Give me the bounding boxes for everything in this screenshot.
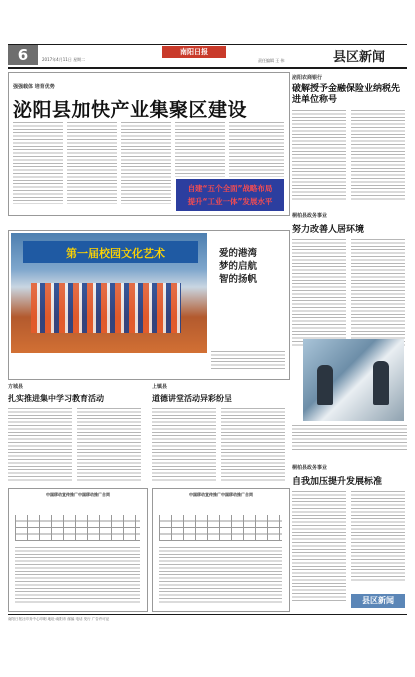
lead-text-col-5: [229, 122, 284, 177]
highlight-line-1: 自建“五个全面”战略布局: [187, 184, 273, 193]
section-title: 县区新闻: [333, 50, 386, 65]
side-1-text-a: [292, 110, 346, 200]
photo-caption-text: [211, 351, 285, 371]
lead-text-col-3: [121, 122, 171, 204]
lead-text-col-1: [13, 122, 63, 204]
masthead-logo: 南阳日报: [162, 46, 226, 58]
side-1-headline: 破解授予金融保险业纳税先进单位称号: [292, 84, 401, 105]
left-kicker: 方城县: [8, 384, 24, 390]
side-photo-caption: [292, 425, 407, 451]
side-2-headline: 努力改善人居环境: [292, 225, 365, 235]
side-article-1: [292, 74, 407, 194]
header-bottom-rule: [8, 67, 407, 69]
table-2-grid: [159, 515, 282, 541]
photo-figure-1: [317, 365, 333, 405]
banner-text: 第一届校园文化艺术: [66, 247, 165, 260]
side-3-kicker: 桐柏县政务事业: [292, 465, 328, 471]
side-2-text-b: [351, 239, 405, 347]
slogan-line-2: 梦的启航: [219, 261, 258, 272]
right-kicker: 上镇县: [152, 384, 168, 390]
lead-kicker: 强强载体 培育优势: [13, 84, 55, 90]
right-headline: 道德讲堂活动异彩纷呈: [152, 394, 232, 403]
side-3-text-b: [351, 491, 405, 583]
side-2-text-a: [292, 239, 346, 347]
right-text-b: [221, 408, 285, 483]
header-date: 2017年4月11日 星期二: [42, 57, 86, 62]
side-3-headline: 自我加压提升发展标准: [292, 477, 383, 487]
right-text-a: [152, 408, 216, 483]
right-article: [152, 383, 288, 478]
lead-text-col-4: [175, 122, 225, 177]
slogan-line-1: 爱的港湾: [219, 248, 258, 259]
footer-rule: [8, 614, 407, 615]
table-notice-1: [8, 488, 148, 612]
lead-headline: 泌阳县加快产业集聚区建设: [13, 99, 248, 121]
side-article-3: [292, 464, 407, 610]
table-2-title: 中国移动宣传推广中国移动推广合同: [189, 492, 253, 497]
lead-story: [8, 72, 290, 216]
footer-text: 南阳日报社印务中心印刷 地址:南阳市 邮编 电话 发行 广告许可证: [8, 617, 110, 621]
left-text-a: [8, 408, 72, 483]
highlight-line-2: 提升“工业一体”发展水平: [187, 197, 273, 206]
left-text-b: [77, 408, 141, 483]
editor-sign: 县区新闻: [351, 594, 405, 608]
side-2-kicker: 桐柏县政务事业: [292, 213, 328, 219]
lead-text-col-2: [67, 122, 117, 204]
side-3-text-a: [292, 491, 346, 603]
side-photo: [303, 339, 404, 421]
lead-highlight-box: [176, 179, 284, 211]
table-notice-2: [152, 488, 290, 612]
left-headline: 扎实推进集中学习教育活动: [8, 394, 104, 403]
photo-slogan: [219, 247, 257, 286]
editor-line: 责任编辑 王 伟: [258, 58, 285, 63]
slogan-line-3: 智的扬帆: [219, 274, 258, 285]
feature-photo: [11, 233, 207, 353]
table-1-notes: [15, 547, 140, 605]
table-2-notes: [159, 547, 282, 605]
photo-feature: [8, 230, 290, 380]
photo-figure-2: [373, 361, 389, 405]
table-1-title: 中国移动宣传推广中国移动推广合同: [46, 492, 110, 497]
side-1-text-b: [351, 110, 405, 200]
left-article: [8, 383, 146, 478]
performers: [31, 283, 181, 333]
side-1-kicker: 泌阳农商银行: [292, 75, 323, 81]
header-top-rule: [8, 44, 407, 45]
page-number: 6: [8, 45, 38, 65]
table-1-grid: [15, 515, 140, 541]
